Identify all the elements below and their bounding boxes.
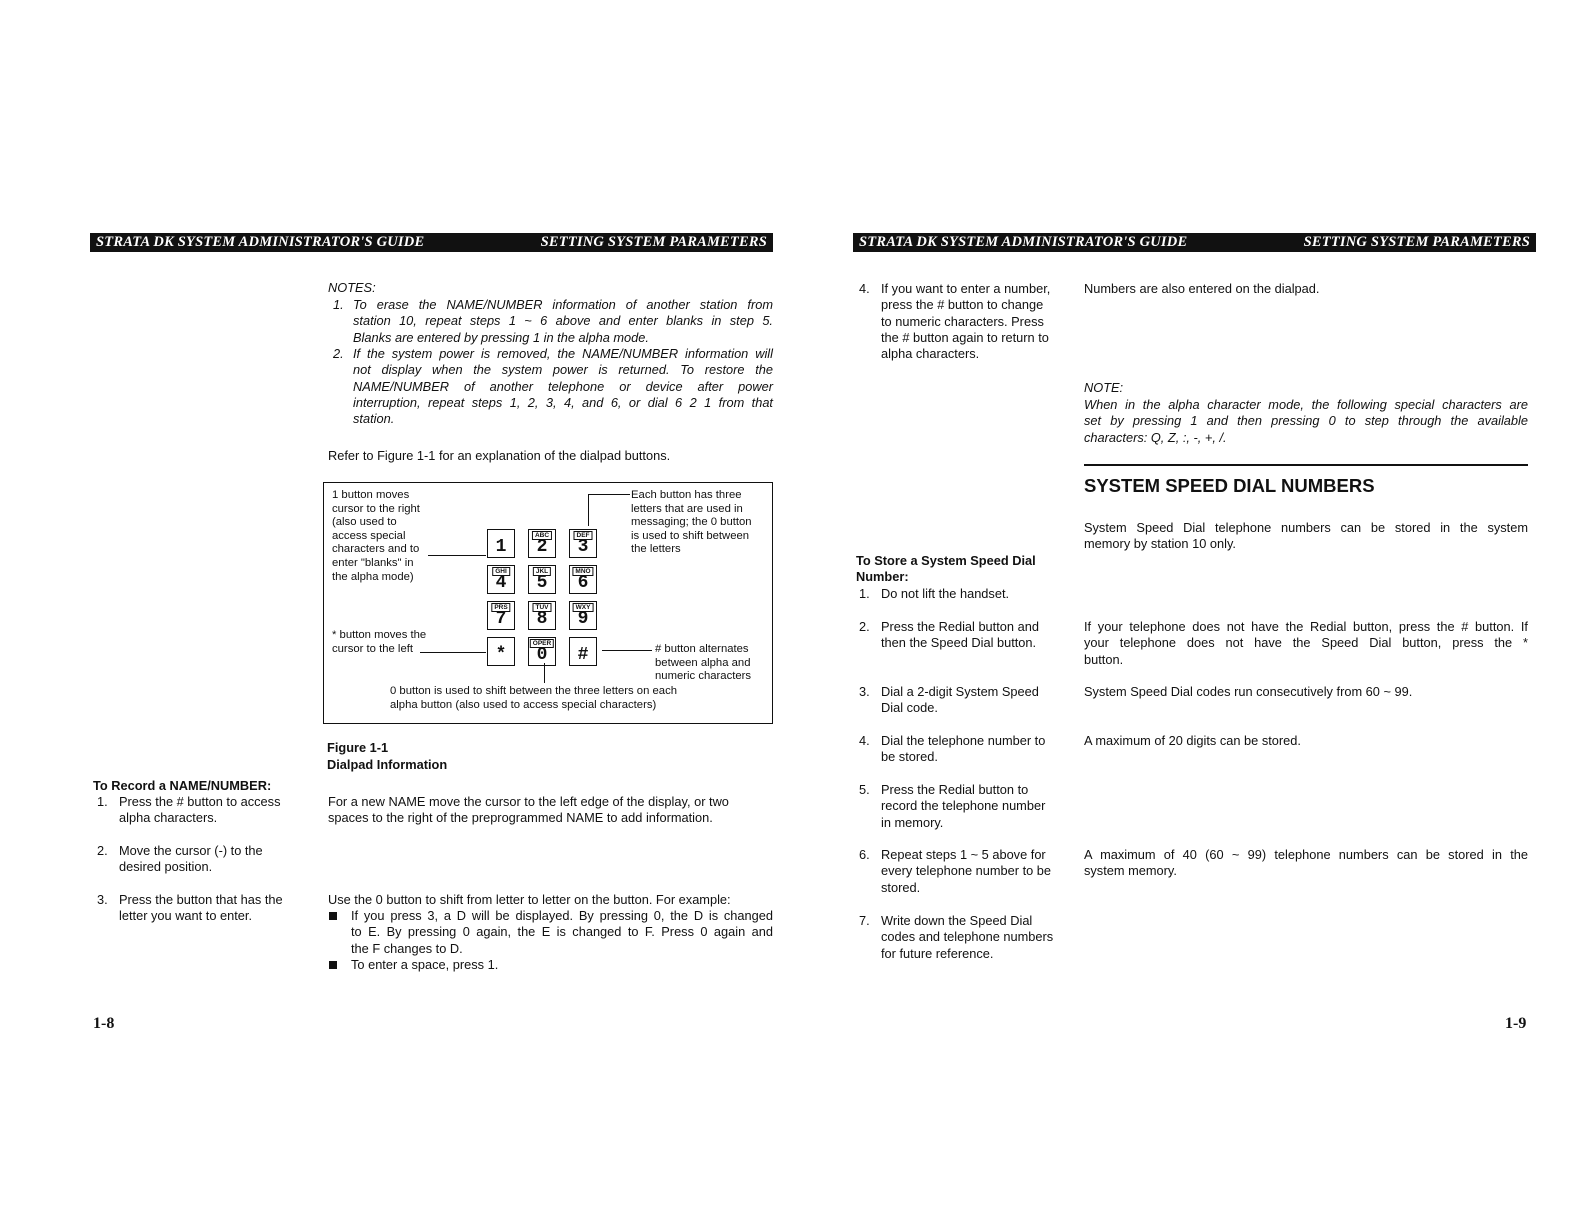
- bullet-marker: [329, 961, 337, 969]
- section-intro: [1084, 520, 1528, 553]
- step-line: record the telephone number: [881, 798, 1046, 814]
- step-line: Dial code.: [881, 700, 938, 716]
- key-letters: PRS: [491, 603, 510, 612]
- note-line: When in the alpha character mode, the following special characters are: [1084, 397, 1528, 412]
- key-letters: DEF: [574, 531, 593, 540]
- step-line: to numeric characters. Press: [881, 313, 1044, 329]
- key-digit: 2: [536, 537, 548, 557]
- step-text: [881, 684, 1039, 717]
- store-desc-3: System Speed Dial codes run consecutively from 60 ~ 99.: [1084, 684, 1413, 699]
- step-line: Dial a 2-digit System Speed: [881, 684, 1039, 699]
- desc-line: your telephone does not have the Speed Dial button, press the *: [1084, 635, 1528, 651]
- right-header-bar: [853, 233, 1536, 252]
- store-heading: [856, 553, 1036, 586]
- step-line: alpha characters.: [119, 810, 218, 826]
- figure-caption-title: Dialpad Information: [327, 757, 448, 772]
- step-line: in memory.: [881, 814, 944, 830]
- leader-line: [588, 494, 630, 495]
- key-digit: 9: [577, 609, 589, 629]
- note-line: set by pressing 1 and then pressing 0 to step through the available: [1084, 413, 1528, 429]
- annotation-line: 0 button is used to shift between the three letters on each: [390, 685, 678, 697]
- key-digit: #: [577, 645, 589, 665]
- leader-line: [428, 555, 486, 556]
- figure-caption-number: Figure 1-1: [327, 740, 389, 755]
- record-desc-1: [328, 794, 729, 827]
- key-letters: GHI: [492, 567, 510, 576]
- annotation-line: numeric characters: [655, 670, 752, 683]
- note-2-line: interruption, repeat steps 1, 2, 3, 4, and 6, or dial 6 2 1 from that: [353, 394, 773, 410]
- desc-line: spaces to the right of the preprogrammed NAME to add information.: [328, 810, 713, 826]
- step-number: 3.: [859, 684, 870, 699]
- step-line: letter you want to enter.: [119, 908, 253, 924]
- key-letters: JKL: [533, 567, 551, 576]
- leader-line: [420, 652, 486, 653]
- dialpad-key-3: [569, 529, 597, 558]
- desc-line: system memory.: [1084, 863, 1177, 879]
- key-digit: 6: [577, 573, 589, 593]
- desc-line: For a new NAME move the cursor to the left edge of the display, or two: [328, 794, 729, 809]
- intro-line: System Speed Dial telephone numbers can be stored in the system: [1084, 520, 1528, 535]
- bullet-line: the F changes to D.: [351, 940, 463, 956]
- store-heading-line: To Store a System Speed Dial: [856, 553, 1036, 568]
- dialpad-key-0: [528, 637, 556, 666]
- figure-reference-text: Refer to Figure 1-1 for an explanation of the dialpad buttons.: [328, 448, 671, 463]
- dialpad-key-4: [487, 565, 515, 594]
- intro-line: memory by station 10 only.: [1084, 536, 1236, 552]
- annotation-line: (also used to: [332, 516, 397, 529]
- dialpad-key-2: [528, 529, 556, 558]
- right-header-title: STRATA DK SYSTEM ADMINISTRATOR'S GUIDE: [859, 234, 1188, 250]
- note-1-line: station 10, repeat steps 1 ~ 6 above and enter blanks in step 5.: [353, 313, 773, 329]
- dialpad-key-1: [487, 529, 515, 558]
- step-line: press the # button to change: [881, 297, 1044, 313]
- leader-line: [588, 494, 589, 526]
- annotation-line: # button alternates: [655, 643, 749, 655]
- bullet-marker: [329, 912, 337, 920]
- left-header-bar: [90, 233, 773, 252]
- bullet-line: to E. By pressing 0 again, the E is changed to F. Press 0 again and: [351, 924, 773, 940]
- annotation-line: cursor to the right: [332, 502, 420, 515]
- note-2-line: station.: [353, 411, 395, 427]
- key-letters: TUV: [533, 603, 552, 612]
- annotation-line: the letters: [631, 543, 681, 556]
- key-letters: MNO: [572, 567, 593, 576]
- key-digit: *: [495, 645, 507, 665]
- note-2-line: not display when the system power is returned. To restore the: [353, 362, 773, 378]
- step-text: [881, 782, 1045, 831]
- step-number: 7.: [859, 913, 870, 928]
- store-heading-line: Number:: [856, 569, 909, 585]
- dialpad-key-8: [528, 601, 556, 630]
- annotation-line: between alpha and: [655, 656, 751, 669]
- step-number: 6.: [859, 847, 870, 862]
- annotation-line: access special: [332, 529, 406, 542]
- annotation-line: alpha button (also used to access special characters): [390, 698, 657, 711]
- note-1-text: [353, 297, 773, 346]
- key-digit: 0: [536, 645, 548, 665]
- key-digit: 1: [495, 537, 507, 557]
- annotation-star-button: [332, 629, 426, 656]
- annotation-line: Each button has three: [631, 489, 742, 501]
- step-line: alpha characters.: [881, 346, 980, 362]
- step-line: then the Speed Dial button.: [881, 635, 1037, 651]
- alpha-step-4-desc: Numbers are also entered on the dialpad.: [1084, 281, 1320, 296]
- key-digit: 8: [536, 609, 548, 629]
- note-2-number: 2.: [333, 346, 344, 361]
- step-line: Move the cursor (-) to the: [119, 843, 263, 858]
- step-line: Dial the telephone number to: [881, 733, 1046, 748]
- dialpad-figure: [323, 482, 773, 724]
- step-text: [119, 794, 280, 827]
- step-line: desired position.: [119, 859, 213, 875]
- annotation-line: letters that are used in: [631, 502, 743, 515]
- key-digit: 7: [495, 609, 507, 629]
- step-number: 5.: [859, 782, 870, 797]
- step-line: Do not lift the handset.: [881, 586, 1010, 601]
- step-number: 2.: [97, 843, 108, 858]
- key-letters: OPER: [530, 639, 554, 648]
- step-text: [119, 892, 283, 925]
- note-label: NOTE:: [1084, 380, 1124, 395]
- step-line: Repeat steps 1 ~ 5 above for: [881, 847, 1046, 862]
- key-letters: WXY: [573, 603, 594, 612]
- note-2-line: If the system power is removed, the NAME/NUMBER information will: [353, 346, 773, 361]
- note-line: characters: Q, Z, :, -, +, /.: [1084, 429, 1227, 445]
- step-number: 1.: [97, 794, 108, 809]
- step-line: every telephone number to be: [881, 863, 1052, 879]
- annotation-line: enter "blanks" in: [332, 556, 414, 569]
- store-desc-6: [1084, 847, 1528, 880]
- record-heading: To Record a NAME/NUMBER:: [93, 778, 272, 793]
- right-header-section: SETTING SYSTEM PARAMETERS: [1303, 234, 1530, 250]
- step-line: If you want to enter a number,: [881, 281, 1051, 296]
- step-line: Press the Redial button and: [881, 619, 1039, 634]
- bullet-line: If you press 3, a D will be displayed. By pressing 0, the D is changed: [351, 908, 773, 923]
- step-number: 3.: [97, 892, 108, 907]
- step-line: Press the Redial button to: [881, 782, 1029, 797]
- note-2-line: NAME/NUMBER of another telephone or device after power: [353, 378, 773, 394]
- step-number: 4.: [859, 733, 870, 748]
- dialpad-key-7: [487, 601, 515, 630]
- annotation-line: * button moves the: [332, 629, 427, 641]
- step-line: the # button again to return to: [881, 329, 1049, 345]
- step-number: 4.: [859, 281, 870, 296]
- store-desc-4: A maximum of 20 digits can be stored.: [1084, 733, 1301, 748]
- note-1-line: To erase the NAME/NUMBER information of another station from: [353, 297, 773, 312]
- left-page-number: 1-8: [93, 1015, 115, 1032]
- record-desc-3-intro: Use the 0 button to shift from letter to letter on the button. For example:: [328, 892, 731, 907]
- desc-line: A maximum of 40 (60 ~ 99) telephone numbers can be stored in the: [1084, 847, 1528, 862]
- dialpad-key-hash: [569, 637, 597, 666]
- leader-line: [602, 650, 652, 651]
- dialpad-key-star: [487, 637, 515, 666]
- step-text: [881, 913, 1053, 962]
- annotation-line: 1 button moves: [332, 489, 410, 501]
- step-number: 1.: [859, 586, 870, 601]
- dialpad-key-5: [528, 565, 556, 594]
- dialpad-key-6: [569, 565, 597, 594]
- section-rule: [1084, 464, 1528, 466]
- left-header-title: STRATA DK SYSTEM ADMINISTRATOR'S GUIDE: [96, 234, 425, 250]
- step-line: for future reference.: [881, 945, 994, 961]
- section-title: SYSTEM SPEED DIAL NUMBERS: [1084, 475, 1375, 496]
- left-header-section: SETTING SYSTEM PARAMETERS: [540, 234, 767, 250]
- desc-line: button.: [1084, 651, 1124, 667]
- bullet-1-text: [351, 908, 773, 957]
- step-text: [119, 843, 263, 876]
- annotation-line: cursor to the left: [332, 642, 413, 655]
- step-line: Press the button that has the: [119, 892, 283, 907]
- step-line: be stored.: [881, 749, 938, 765]
- step-number: 2.: [859, 619, 870, 634]
- note-1-number: 1.: [333, 297, 344, 312]
- step-text: [881, 281, 1050, 362]
- step-text: [881, 733, 1045, 766]
- step-line: Press the # button to access: [119, 794, 281, 809]
- key-digit: 5: [536, 573, 548, 593]
- desc-line: If your telephone does not have the Redial button, press the # button. If: [1084, 619, 1528, 634]
- key-digit: 3: [577, 537, 589, 557]
- key-digit: 4: [495, 573, 507, 593]
- annotation-line: the alpha mode): [332, 570, 414, 583]
- step-text: [881, 619, 1039, 652]
- step-line: Write down the Speed Dial: [881, 913, 1033, 928]
- leader-line: [544, 663, 545, 683]
- dialpad-key-9: [569, 601, 597, 630]
- store-desc-2: [1084, 619, 1528, 668]
- note-1-line: Blanks are entered by pressing 1 in the alpha mode.: [353, 329, 649, 345]
- annotation-line: is used to shift between: [631, 529, 750, 542]
- right-page-number: 1-9: [1505, 1015, 1527, 1032]
- key-letters: ABC: [532, 531, 552, 540]
- annotation-1-button: [332, 489, 420, 584]
- step-line: codes and telephone numbers: [881, 929, 1054, 945]
- annotation-line: messaging; the 0 button: [631, 516, 752, 529]
- step-text: [881, 847, 1051, 896]
- notes-label: NOTES:: [328, 280, 376, 295]
- step-line: stored.: [881, 879, 921, 895]
- step-text: [881, 586, 1009, 602]
- note-2-text: [353, 346, 773, 427]
- note-text: [1084, 397, 1528, 446]
- annotation-hash-button: [655, 643, 751, 684]
- bullet-2-text: To enter a space, press 1.: [351, 957, 499, 972]
- annotation-letters: [631, 489, 752, 557]
- annotation-line: characters and to: [332, 543, 420, 556]
- annotation-0-button: [390, 685, 677, 712]
